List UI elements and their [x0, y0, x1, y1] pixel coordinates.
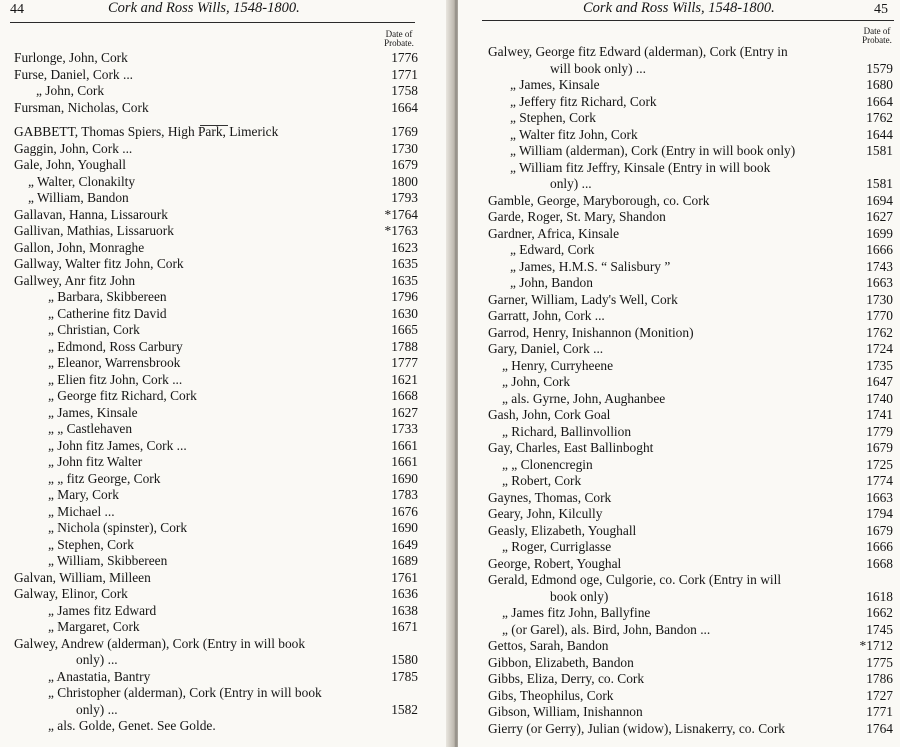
index-entry	[488, 704, 893, 721]
entry-name: Galwey, Andrew (alderman), Cork (Entry in will book	[14, 635, 306, 651]
running-head: Cork and Ross Wills, 1548-1800.	[108, 0, 300, 16]
probate-year: 1618	[866, 588, 893, 604]
index-entry	[14, 355, 416, 372]
probate-year: 1690	[391, 520, 418, 535]
probate-year: 1679	[866, 440, 893, 455]
index-entry	[488, 374, 893, 391]
entry-name: Gierry (or Gerry), Julian (widow), Lisnakerry, co. Cork	[488, 720, 785, 736]
entry-name: Gaynes, Thomas, Cork	[488, 489, 612, 505]
index-entry	[14, 100, 416, 117]
probate-year: 1771	[866, 704, 893, 719]
index-entry	[488, 275, 893, 292]
entry-name: „ John, Bandon	[510, 275, 593, 290]
header-rule	[482, 20, 894, 21]
index-entry	[488, 407, 893, 424]
entry-name: only) ...	[550, 176, 592, 191]
entry-name: only) ...	[76, 652, 118, 667]
entry-name: „ Anastatia, Bantry	[48, 668, 151, 684]
entry-name: „ Edward, Cork	[510, 242, 595, 257]
probate-year: 1794	[866, 506, 893, 521]
index-entry	[14, 174, 416, 191]
entry-name: Gary, Daniel, Cork ...	[488, 341, 604, 356]
entry-name: „ Henry, Curryheene	[502, 357, 614, 373]
index-entry	[14, 586, 416, 603]
probate-year: 1666	[866, 539, 893, 554]
index-entry	[488, 424, 893, 441]
probate-year: 1579	[866, 60, 893, 76]
entry-name: „ Margaret, Cork	[48, 619, 140, 634]
probate-year: 1662	[866, 605, 893, 620]
index-entry	[488, 143, 893, 160]
index-entry	[14, 256, 416, 273]
index-entry	[488, 721, 893, 738]
probate-year: 1774	[866, 473, 893, 488]
index-entry	[488, 473, 893, 490]
probate-year: 1800	[391, 173, 418, 189]
probate-year: 1665	[391, 322, 418, 337]
index-entry	[14, 570, 416, 587]
entry-name: Gibbs, Eliza, Derry, co. Cork	[488, 671, 645, 686]
probate-year: 1644	[866, 126, 893, 142]
entry-name: „ als. Golde, Genet. See Golde.	[48, 718, 216, 733]
entry-name: „ Walter, Clonakilty	[28, 173, 136, 189]
index-entry	[14, 388, 416, 405]
entry-name: Gibbon, Elizabeth, Bandon	[488, 654, 634, 670]
entry-name: Gibs, Theophilus, Cork	[488, 687, 614, 703]
header-rule	[10, 22, 415, 23]
entry-name: „ Catherine fitz David	[48, 305, 167, 321]
entry-name: „ John fitz James, Cork ...	[48, 437, 187, 453]
index-entry	[488, 77, 893, 94]
entry-name: „ Robert, Cork	[502, 473, 582, 488]
entry-name: Furse, Daniel, Cork ...	[14, 66, 134, 82]
entry-name: „ Mary, Cork	[48, 487, 119, 502]
index-entry	[14, 718, 416, 735]
entry-name: „ John, Cork	[502, 374, 571, 389]
probate-year: 1638	[391, 602, 418, 618]
entry-name: „ „ Castlehaven	[48, 421, 133, 436]
running-head: Cork and Ross Wills, 1548-1800.	[583, 0, 775, 16]
probate-year: 1630	[391, 305, 418, 321]
index-entry	[14, 141, 416, 158]
probate-year: 1762	[866, 324, 893, 340]
entry-name: „ Christian, Cork	[48, 322, 140, 337]
entry-name: „ Stephen, Cork	[48, 536, 134, 552]
probate-year: 1741	[866, 407, 893, 422]
probate-year: 1664	[866, 93, 893, 109]
probate-year: 1776	[391, 50, 418, 65]
index-entry	[14, 50, 416, 67]
probate-year: 1740	[866, 390, 893, 406]
index-entry	[488, 226, 893, 243]
entry-name: only) ...	[76, 701, 118, 717]
index-entry	[488, 209, 893, 226]
index-entry	[488, 110, 893, 127]
entry-name: „ James, H.M.S. “ Salisbury ”	[510, 258, 671, 274]
index-entry	[14, 537, 416, 554]
index-entry	[14, 438, 416, 455]
entry-name: „ (or Garel), als. Bird, John, Bandon ...	[502, 621, 711, 637]
entry-name: Gale, John, Youghall	[14, 157, 126, 172]
index-entry	[488, 176, 893, 193]
probate-year: 1786	[866, 671, 893, 686]
index-entry	[14, 652, 416, 669]
entry-name: Gash, John, Cork Goal	[488, 407, 611, 422]
probate-year: 1769	[391, 124, 418, 139]
entry-name: „ Barbara, Skibbereen	[48, 289, 167, 304]
index-entry	[488, 61, 893, 78]
entry-name: Garner, William, Lady's Well, Cork	[488, 291, 678, 307]
probate-year: 1730	[391, 140, 418, 156]
probate-year: 1727	[866, 687, 893, 703]
entry-name: Galvan, William, Milleen	[14, 569, 151, 585]
probate-year: *1763	[384, 223, 418, 238]
probate-year: 1582	[391, 701, 418, 717]
probate-year: 1743	[866, 258, 893, 274]
entry-name: „ Stephen, Cork	[510, 110, 596, 125]
probate-year: 1680	[866, 77, 893, 92]
entry-name: „ Nichola (spinster), Cork	[48, 520, 188, 535]
entry-name: „ „ Clonencregin	[502, 456, 593, 472]
entry-name: „ John, Cork	[36, 83, 105, 98]
probate-year: 1758	[391, 83, 418, 98]
entry-name: „ Eleanor, Warrensbrook	[48, 355, 181, 370]
probate-year: 1735	[866, 357, 893, 373]
entry-name: Gerald, Edmond oge, Culgorie, co. Cork (Entry in will	[488, 572, 782, 587]
entry-name: Garratt, John, Cork ...	[488, 308, 605, 323]
entry-list	[14, 50, 416, 735]
probate-year: 1777	[391, 355, 418, 370]
entry-name: „ William fitz Jeffry, Kinsale (Entry in will book	[510, 159, 771, 175]
index-entry	[14, 685, 416, 702]
entry-name: „ Roger, Curriglasse	[502, 539, 612, 554]
entry-list	[488, 44, 893, 737]
probate-year: *1764	[384, 206, 418, 222]
probate-year: 1785	[391, 668, 418, 684]
probate-year: *1712	[859, 638, 893, 653]
probate-year: 1635	[391, 272, 418, 288]
entry-name: Geasly, Elizabeth, Youghall	[488, 522, 637, 538]
probate-year: 1690	[391, 470, 418, 486]
entry-name: „ James, Kinsale	[48, 404, 138, 420]
index-entry	[14, 273, 416, 290]
index-entry	[14, 67, 416, 84]
index-entry	[488, 523, 893, 540]
entry-name: book only)	[550, 588, 609, 604]
entry-name: „ James, Kinsale	[510, 77, 600, 92]
column-head: Date of Probate.	[384, 29, 414, 48]
probate-year: 1679	[866, 522, 893, 538]
entry-name: Galway, Elinor, Cork	[14, 586, 128, 601]
entry-name: „ Michael ...	[48, 503, 115, 519]
index-entry	[14, 157, 416, 174]
probate-year: 1663	[866, 275, 893, 290]
index-entry	[14, 619, 416, 636]
index-entry	[14, 553, 416, 570]
entry-name: „ John fitz Walter	[48, 454, 143, 469]
entry-name: Garde, Roger, St. Mary, Shandon	[488, 209, 666, 224]
entry-name: Galwey, George fitz Edward (alderman), Cork (Entry in	[488, 44, 788, 59]
index-entry	[488, 325, 893, 342]
probate-year: 1730	[866, 291, 893, 307]
index-entry	[14, 421, 416, 438]
entry-name: „ James fitz John, Ballyfine	[502, 605, 651, 620]
probate-year: 1725	[866, 456, 893, 472]
probate-year: 1775	[866, 654, 893, 670]
right-page	[458, 0, 900, 747]
entry-name: Gibson, William, Inishannon	[488, 704, 643, 719]
index-entry	[488, 440, 893, 457]
index-entry	[14, 339, 416, 356]
probate-year: 1779	[866, 423, 893, 439]
probate-year: 1771	[391, 66, 418, 82]
index-entry	[14, 487, 416, 504]
entry-name: „ Jeffery fitz Richard, Cork	[510, 93, 657, 109]
probate-year: 1581	[866, 176, 893, 191]
probate-year: 1627	[391, 404, 418, 420]
probate-year: 1761	[391, 569, 418, 585]
page-number: 44	[10, 2, 24, 17]
probate-year: 1581	[866, 143, 893, 158]
probate-year: 1676	[391, 503, 418, 519]
index-entry	[488, 341, 893, 358]
probate-year: 1793	[391, 190, 418, 205]
entry-name: „ Richard, Ballinvollion	[502, 423, 632, 439]
probate-year: 1668	[391, 388, 418, 403]
entry-name: „ William, Bandon	[28, 190, 129, 205]
index-entry	[14, 322, 416, 339]
entry-name: Gardner, Africa, Kinsale	[488, 225, 620, 241]
probate-year: 1694	[866, 192, 893, 208]
probate-year: 1668	[866, 555, 893, 571]
index-entry	[14, 83, 416, 100]
entry-name: Geary, John, Kilcully	[488, 506, 603, 521]
index-entry	[14, 306, 416, 323]
index-entry	[14, 190, 416, 207]
index-entry	[488, 358, 893, 375]
entry-name: Gamble, George, Maryborough, co. Cork	[488, 192, 710, 208]
index-entry	[488, 572, 893, 589]
entry-name: „ Edmond, Ross Carbury	[48, 338, 183, 354]
probate-year: 1580	[391, 652, 418, 667]
index-entry	[488, 605, 893, 622]
entry-name: Gay, Charles, East Ballinboght	[488, 440, 654, 455]
entry-name: Gettos, Sarah, Bandon	[488, 638, 609, 653]
index-entry	[14, 405, 416, 422]
probate-year: 1621	[391, 371, 418, 387]
entry-name: George, Robert, Youghal	[488, 555, 622, 571]
index-entry	[488, 160, 893, 177]
index-entry	[14, 669, 416, 686]
probate-year: 1689	[391, 553, 418, 568]
entry-name: Fursman, Nicholas, Cork	[14, 99, 149, 115]
probate-year: 1699	[866, 225, 893, 241]
entry-name: Gaggin, John, Cork ...	[14, 140, 133, 156]
index-entry	[14, 636, 416, 653]
index-entry	[488, 391, 893, 408]
entry-name: Garrod, Henry, Inishannon (Monition)	[488, 324, 694, 340]
index-entry	[14, 702, 416, 719]
probate-year: 1679	[391, 157, 418, 172]
probate-year: 1788	[391, 338, 418, 354]
entry-name: Gallway, Walter fitz John, Cork	[14, 256, 184, 271]
entry-name: GABBETT, Thomas Spiers, High Park, Limerick	[14, 124, 279, 139]
probate-year: 1783	[391, 487, 418, 502]
entry-name: „ Walter fitz John, Cork	[510, 126, 638, 142]
index-entry	[488, 490, 893, 507]
entry-name: „ George fitz Richard, Cork	[48, 388, 197, 403]
index-entry	[488, 622, 893, 639]
index-entry	[14, 289, 416, 306]
index-entry	[488, 259, 893, 276]
entry-name: will book only) ...	[550, 60, 646, 76]
page-number: 45	[874, 2, 888, 17]
index-entry	[488, 242, 893, 259]
index-entry	[488, 655, 893, 672]
index-entry	[14, 240, 416, 257]
index-entry	[488, 457, 893, 474]
index-entry	[14, 603, 416, 620]
index-entry	[14, 504, 416, 521]
entry-name: „ „ fitz George, Cork	[48, 470, 161, 486]
column-head: Date of Probate.	[862, 26, 892, 45]
probate-year: 1666	[866, 242, 893, 257]
index-entry	[488, 94, 893, 111]
index-entry	[488, 539, 893, 556]
index-entry	[14, 124, 416, 141]
index-entry	[14, 454, 416, 471]
probate-year: 1796	[391, 289, 418, 304]
probate-year: 1623	[391, 239, 418, 255]
probate-year: 1770	[866, 308, 893, 323]
probate-year: 1663	[866, 489, 893, 505]
probate-year: 1661	[391, 454, 418, 469]
entry-name: Furlonge, John, Cork	[14, 50, 128, 65]
entry-name: Gallwey, Anr fitz John	[14, 272, 136, 288]
entry-name: Gallivan, Mathias, Lissaruork	[14, 223, 174, 238]
entry-name: Gallon, John, Monraghe	[14, 239, 145, 255]
probate-year: 1764	[866, 720, 893, 736]
entry-name: „ William, Skibbereen	[48, 553, 168, 568]
probate-year: 1635	[391, 256, 418, 271]
probate-year: 1636	[391, 586, 418, 601]
index-entry	[488, 308, 893, 325]
entry-name: „ William (alderman), Cork (Entry in will book only)	[510, 143, 796, 158]
index-entry	[488, 193, 893, 210]
index-entry	[14, 520, 416, 537]
index-entry	[488, 671, 893, 688]
probate-year: 1733	[391, 421, 418, 436]
entry-name: „ James fitz Edward	[48, 602, 157, 618]
probate-year: 1762	[866, 110, 893, 125]
probate-year: 1671	[391, 619, 418, 634]
index-entry	[14, 223, 416, 240]
index-entry	[488, 589, 893, 606]
probate-year: 1647	[866, 374, 893, 389]
index-entry	[488, 292, 893, 309]
probate-year: 1649	[391, 536, 418, 552]
index-entry	[488, 127, 893, 144]
index-entry	[488, 506, 893, 523]
entry-name: „ als. Gyrne, John, Aughanbee	[502, 390, 666, 406]
probate-year: 1661	[391, 437, 418, 453]
index-entry	[488, 44, 893, 61]
index-entry	[14, 207, 416, 224]
probate-year: 1724	[866, 341, 893, 356]
probate-year: 1664	[391, 99, 418, 115]
index-entry	[14, 372, 416, 389]
probate-year: 1627	[866, 209, 893, 224]
index-entry	[488, 556, 893, 573]
entry-name: „ Christopher (alderman), Cork (Entry in will book	[48, 685, 322, 700]
entry-name: Gallavan, Hanna, Lissarourk	[14, 206, 168, 222]
index-entry	[14, 471, 416, 488]
probate-year: 1745	[866, 621, 893, 637]
index-entry	[488, 638, 893, 655]
entry-name: „ Elien fitz John, Cork ...	[48, 371, 183, 387]
index-entry	[488, 688, 893, 705]
